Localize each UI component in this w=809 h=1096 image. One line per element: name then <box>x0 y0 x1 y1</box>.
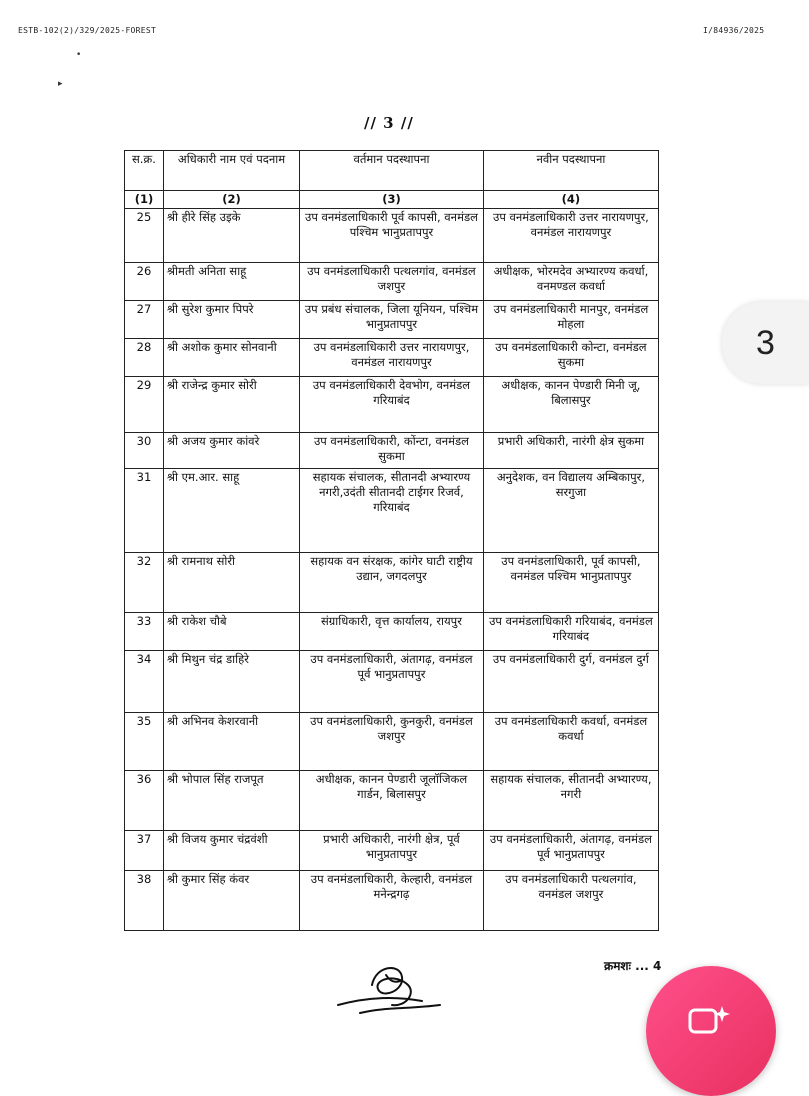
current-posting: उप प्रबंध संचालक, जिला यूनियन, पश्चिम भानुप्रतापपुर <box>300 301 484 339</box>
new-posting: अधीक्षक, कानन पेण्डारी मिनी जू, बिलासपुर <box>483 377 658 433</box>
header-new-posting: नवीन पदस्थापना <box>483 151 658 191</box>
current-posting: उप वनमंडलाधिकारी उत्तर नारायणपुर, वनमंडल नारायणपुर <box>300 339 484 377</box>
officer-name: श्री अशोक कुमार सोनवानी <box>163 339 299 377</box>
current-posting: उप वनमंडलाधिकारी देवभोग, वनमंडल गरियाबंद <box>300 377 484 433</box>
table-row <box>125 831 659 871</box>
ai-edit-button[interactable] <box>646 966 776 1096</box>
table-row <box>125 301 659 339</box>
officer-name: श्री विजय कुमार चंद्रवंशी <box>163 831 299 871</box>
new-posting: उप वनमंडलाधिकारी गरियाबंद, वनमंडल गरियाबंद <box>483 613 658 651</box>
current-posting: उप वनमंडलाधिकारी, कुनकुरी, वनमंडल जशपुर <box>300 713 484 771</box>
serial-number: 34 <box>125 651 164 713</box>
scan-speck: ▸ <box>58 79 63 89</box>
officer-name: श्री भोपाल सिंह राजपूत <box>163 771 299 831</box>
new-posting: अनुदेशक, वन विद्यालय अम्बिकापुर, सरगुजा <box>483 469 658 553</box>
header-current-posting: वर्तमान पदस्थापना <box>300 151 484 191</box>
current-posting: उप वनमंडलाधिकारी पत्थलगांव, वनमंडल जशपुर <box>300 263 484 301</box>
column-number: (4) <box>483 191 658 209</box>
table-row <box>125 339 659 377</box>
officer-name: श्री अभिनव केशरवानी <box>163 713 299 771</box>
serial-number: 30 <box>125 433 164 469</box>
current-posting: उप वनमंडलाधिकारी, केल्हारी, वनमंडल मनेन्द्रगढ़ <box>300 871 484 931</box>
serial-number: 27 <box>125 301 164 339</box>
serial-number: 32 <box>125 553 164 613</box>
current-posting: उप वनमंडलाधिकारी पूर्व कापसी, वनमंडल पश्चिम भानुप्रतापपुर <box>300 209 484 263</box>
current-posting: सहायक वन संरक्षक, कांगेर घाटी राष्ट्रीय उद्यान, जगदलपुर <box>300 553 484 613</box>
serial-number: 26 <box>125 263 164 301</box>
officer-name: श्री सुरेश कुमार पिपरे <box>163 301 299 339</box>
serial-number: 31 <box>125 469 164 553</box>
new-posting: सहायक संचालक, सीतानदी अभ्यारण्य, नगरी <box>483 771 658 831</box>
officer-name: श्री राजेन्द्र कुमार सोरी <box>163 377 299 433</box>
table-row <box>125 771 659 831</box>
new-posting: प्रभारी अधिकारी, नारंगी क्षेत्र सुकमा <box>483 433 658 469</box>
header-serial: स.क्र. <box>125 151 164 191</box>
officer-name: श्री हीरे सिंह उइके <box>163 209 299 263</box>
serial-number: 28 <box>125 339 164 377</box>
table-row <box>125 377 659 433</box>
page-indicator-badge: 3 <box>722 302 809 384</box>
document-reference-right: I/84936/2025 <box>703 26 765 35</box>
new-posting: उप वनमंडलाधिकारी कोन्टा, वनमंडल सुकमा <box>483 339 658 377</box>
table-header-row <box>125 151 659 191</box>
new-posting: उप वनमंडलाधिकारी दुर्ग, वनमंडल दुर्ग <box>483 651 658 713</box>
new-posting: उप वनमंडलाधिकारी पत्थलगांव, वनमंडल जशपुर <box>483 871 658 931</box>
table-row <box>125 209 659 263</box>
serial-number: 25 <box>125 209 164 263</box>
column-number: (2) <box>163 191 299 209</box>
table-row <box>125 713 659 771</box>
table-row <box>125 433 659 469</box>
officer-name: श्री राकेश चौबे <box>163 613 299 651</box>
new-posting: उप वनमंडलाधिकारी, अंतागढ़, वनमंडल पूर्व भानुप्रतापपुर <box>483 831 658 871</box>
table-row <box>125 263 659 301</box>
new-posting: उप वनमंडलाधिकारी उत्तर नारायणपुर, वनमंडल नारायणपुर <box>483 209 658 263</box>
new-posting: अधीक्षक, भोरमदेव अभ्यारण्य कवर्धा, वनमण्डल कवर्धा <box>483 263 658 301</box>
column-number-row <box>125 191 659 209</box>
signature <box>330 955 460 1028</box>
new-posting: उप वनमंडलाधिकारी, पूर्व कापसी, वनमंडल पश्चिम भानुप्रतापपुर <box>483 553 658 613</box>
officer-name: श्रीमती अनिता साहू <box>163 263 299 301</box>
current-posting: उप वनमंडलाधिकारी, कोंन्टा, वनमंडल सुकमा <box>300 433 484 469</box>
table-row <box>125 553 659 613</box>
table-row <box>125 651 659 713</box>
current-posting: उप वनमंडलाधिकारी, अंतागढ़, वनमंडल पूर्व भानुप्रतापपुर <box>300 651 484 713</box>
scan-speck: • <box>76 50 82 60</box>
table-row <box>125 613 659 651</box>
serial-number: 36 <box>125 771 164 831</box>
officer-name: श्री रामनाथ सोरी <box>163 553 299 613</box>
serial-number: 29 <box>125 377 164 433</box>
serial-number: 33 <box>125 613 164 651</box>
officer-name: श्री कुमार सिंह कंवर <box>163 871 299 931</box>
transfer-table <box>124 150 659 931</box>
document-reference-left: ESTB-102(2)/329/2025-FOREST <box>18 26 157 35</box>
officer-name: श्री अजय कुमार कांवरे <box>163 433 299 469</box>
current-posting: संग्राधिकारी, वृत्त कार्यालय, रायपुर <box>300 613 484 651</box>
continuation-note: क्रमशः ... 4 <box>604 959 662 973</box>
current-posting: सहायक संचालक, सीतानदी अभ्यारण्य नगरी,उदंती सीतानदी टाईगर रिजर्व, गरियाबंद <box>300 469 484 553</box>
serial-number: 37 <box>125 831 164 871</box>
new-posting: उप वनमंडलाधिकारी मानपुर, वनमंडल मोहला <box>483 301 658 339</box>
current-posting: अधीक्षक, कानन पेण्डारी जूलॉजिकल गार्डन, बिलासपुर <box>300 771 484 831</box>
column-number: (1) <box>125 191 164 209</box>
current-posting: प्रभारी अधिकारी, नारंगी क्षेत्र, पूर्व भानुप्रतापपुर <box>300 831 484 871</box>
table-row <box>125 871 659 931</box>
table-row <box>125 469 659 553</box>
new-posting: उप वनमंडलाधिकारी कवर्धा, वनमंडल कवर्धा <box>483 713 658 771</box>
page-number: // 3 // <box>364 114 414 132</box>
officer-name: श्री मिथुन चंद्र डाहिरे <box>163 651 299 713</box>
serial-number: 38 <box>125 871 164 931</box>
serial-number: 35 <box>125 713 164 771</box>
sparkle-edit-icon <box>686 1002 734 1042</box>
header-name: अधिकारी नाम एवं पदनाम <box>163 151 299 191</box>
officer-name: श्री एम.आर. साहू <box>163 469 299 553</box>
column-number: (3) <box>300 191 484 209</box>
